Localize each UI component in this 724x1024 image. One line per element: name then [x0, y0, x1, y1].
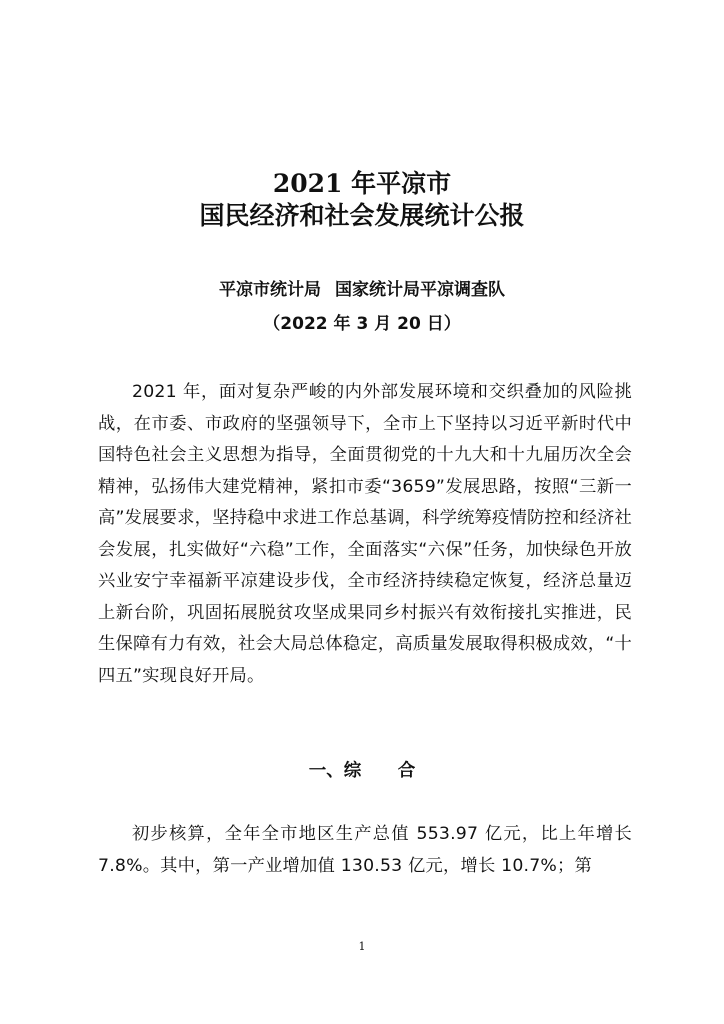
intro-paragraph: 2021 年，面对复杂严峻的内外部发展环境和交织叠加的风险挑战，在市委、市政府的坚强领导下，全市上下坚持以习近平新时代中国特色社会主义思想为指导，全面贯彻党的十九大和十九届历次全会精神，弘扬伟大建党精神，紧扣市委“3659”发展思路，按照“三新一高”发展要求，坚持稳中求进工作总基调，科学统筹疫情防控和经济社会发展，扎实做好“六稳”工作，全面落实“六保”任务，加快绿色开放兴业安宁幸福新平凉建设步伐，全市经济持续稳定恢复，经济总量迈上新台阶，巩固拓展脱贫攻坚成果同乡村振兴有效衔接扎实推进，民生保障有力有效，社会大局总体稳定，高质量发展取得积极成效，“十四五”实现良好开局。: [98, 382, 632, 686]
report-title-line-2: 国民经济和社会发展统计公报: [199, 201, 525, 230]
report-title-line-1: 2021 年平凉市: [272, 169, 452, 198]
issuer-statistics-bureau: 平凉市统计局: [219, 280, 321, 300]
overview-paragraph: 初步核算，全年全市地区生产总值 553.97 亿元，比上年增长 7.8%。其中，第一产业增加值 130.53 亿元，增长 10.7%；第: [98, 824, 632, 876]
issuer-survey-team: 国家统计局平凉调查队: [335, 280, 505, 300]
page-number: 1: [358, 940, 366, 953]
section-heading-overview: 一、综 合: [308, 761, 416, 781]
issuing-authorities: [0, 278, 724, 302]
publication-date: （2022 年 3 月 20 日）: [263, 314, 461, 334]
